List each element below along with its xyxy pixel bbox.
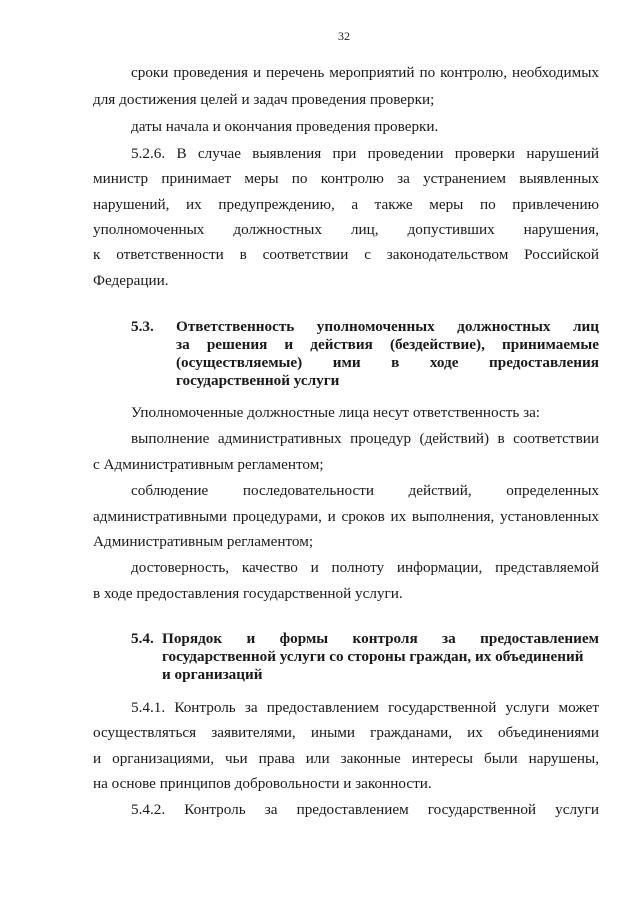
text-line: Административным регламентом; xyxy=(93,533,314,550)
section-number: 5.3. xyxy=(131,318,154,335)
page-number: 32 xyxy=(338,29,350,43)
section-heading-line: за решения и действия (бездействие), принимаемые xyxy=(176,336,599,353)
text-line: в ходе предоставления государственной услуги. xyxy=(93,585,403,602)
text-line: с Административным регламентом; xyxy=(93,456,324,473)
text-line: для достижения целей и задач проведения проверки; xyxy=(93,91,435,108)
section-heading-line: государственной услуги xyxy=(176,372,340,389)
text-line: 5.4.1. Контроль за предоставлением государственной услуги может xyxy=(131,699,599,716)
section-heading-line: Порядок и формы контроля за предоставлением xyxy=(162,630,599,647)
text-line: 5.2.6. В случае выявления при проведении проверки нарушений xyxy=(131,145,599,162)
text-line: даты начала и окончания проведения проверки. xyxy=(131,118,439,135)
text-line: к ответственности в соответствии с законодательством Российской xyxy=(93,246,599,263)
text-line: нарушений, их предупреждению, а также меры по привлечению xyxy=(93,196,599,213)
text-line: соблюдение последовательности действий, определенных xyxy=(131,482,599,499)
text-line: административными процедурами, и сроков их выполнения, установленных xyxy=(93,508,599,525)
section-heading-line: государственной услуги со стороны граждан, их объединений xyxy=(162,648,584,665)
text-line: на основе принципов добровольности и законности. xyxy=(93,775,432,792)
text-line: достоверность, качество и полноту информации, представляемой xyxy=(131,559,599,576)
text-line: и организациями, чьи права или законные интересы были нарушены, xyxy=(93,750,599,767)
section-heading-line: и организаций xyxy=(162,666,263,683)
text-line: уполномоченных должностных лиц, допустивших нарушения, xyxy=(93,221,599,238)
text-line: выполнение административных процедур (действий) в соответствии xyxy=(131,430,599,447)
section-number: 5.4. xyxy=(131,630,154,647)
section-heading-line: Ответственность уполномоченных должностных лиц xyxy=(176,318,599,335)
text-line: сроки проведения и перечень мероприятий по контролю, необходимых xyxy=(131,64,599,81)
text-line: министр принимает меры по контролю за устранением выявленных xyxy=(93,170,599,187)
text-line: осуществляться заявителями, иными гражданами, их объединениями xyxy=(93,724,599,741)
text-line: 5.4.2. Контроль за предоставлением государственной услуги xyxy=(131,801,599,818)
section-heading-line: (осуществляемые) ими в ходе предоставления xyxy=(176,354,599,371)
text-line: Федерации. xyxy=(93,272,169,289)
text-line: Уполномоченные должностные лица несут ответственность за: xyxy=(131,404,541,421)
